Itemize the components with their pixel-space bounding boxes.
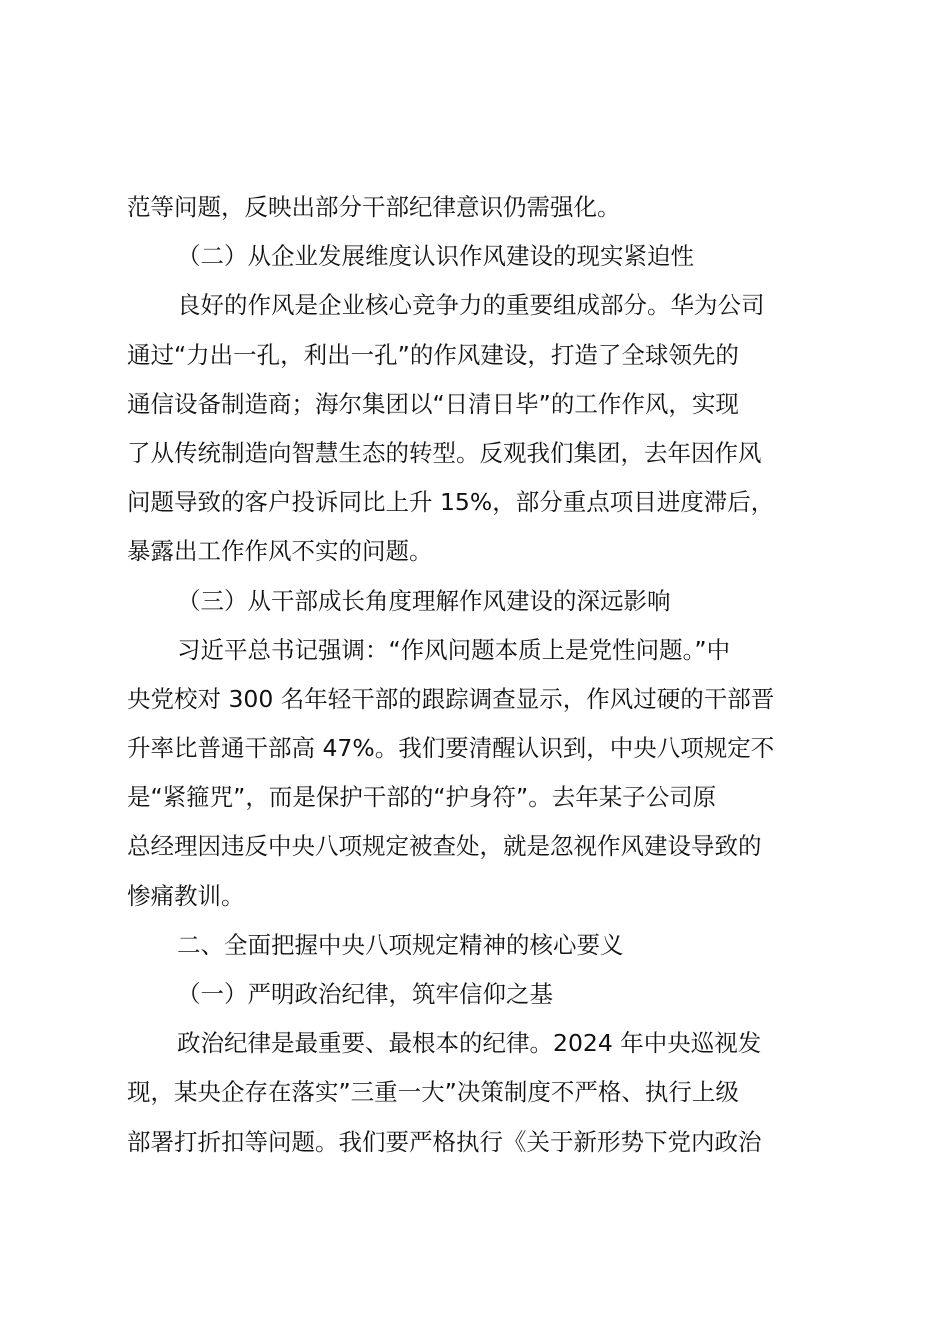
text-line: 现，某央企存在落实”三重一大”决策制度不严格、执行上级 bbox=[127, 1078, 739, 1107]
text-line: 了从传统制造向智慧生态的转型。反观我们集团，去年因作风 bbox=[127, 438, 762, 467]
text-line: 习近平总书记强调：“作风问题本质上是党性问题。”中 bbox=[177, 635, 731, 664]
text-line: 部署打折扣等问题。我们要严格执行《关于新形势下党内政治 bbox=[127, 1127, 762, 1156]
text-line: 总经理因违反中央八项规定被查处，就是忽视作风建设导致的 bbox=[127, 832, 762, 861]
text-line: 良好的作风是企业核心竞争力的重要组成部分。华为公司 bbox=[177, 291, 765, 320]
section-heading: （三）从干部成长角度理解作风建设的深远影响 bbox=[177, 586, 671, 615]
text-line: 政治纪律是最重要、最根本的纪律。2024 年中央巡视发 bbox=[177, 1029, 762, 1058]
text-line: 问题导致的客户投诉同比上升 15%，部分重点项目进度滞后， bbox=[127, 488, 775, 517]
text-line: 通过“力出一孔，利出一孔”的作风建设，打造了全球领先的 bbox=[127, 340, 739, 369]
text-line: 范等问题，反映出部分干部纪律意识仍需强化。 bbox=[127, 193, 621, 221]
text-line: 央党校对 300 名年轻干部的跟踪调查显示，作风过硬的干部晋 bbox=[127, 684, 775, 713]
text-line: 是“紧箍咒”，而是保护干部的“护身符”。去年某子公司原 bbox=[127, 783, 717, 812]
text-line: 通信设备制造商；海尔集团以“日清日毕”的工作作风，实现 bbox=[127, 389, 739, 418]
chapter-heading: 二、全面把握中央八项规定精神的核心要义 bbox=[177, 930, 624, 959]
section-heading: （二）从企业发展维度认识作风建设的现实紧迫性 bbox=[177, 242, 694, 271]
section-heading: （一）严明政治纪律，筑牢信仰之基 bbox=[177, 980, 553, 1008]
text-line: 升率比普通干部高 47%。我们要清醒认识到，中央八项规定不 bbox=[127, 734, 775, 763]
text-line: 惨痛教训。 bbox=[127, 881, 245, 910]
document-body bbox=[127, 183, 833, 1167]
text-line: 暴露出工作作风不实的问题。 bbox=[127, 537, 433, 566]
